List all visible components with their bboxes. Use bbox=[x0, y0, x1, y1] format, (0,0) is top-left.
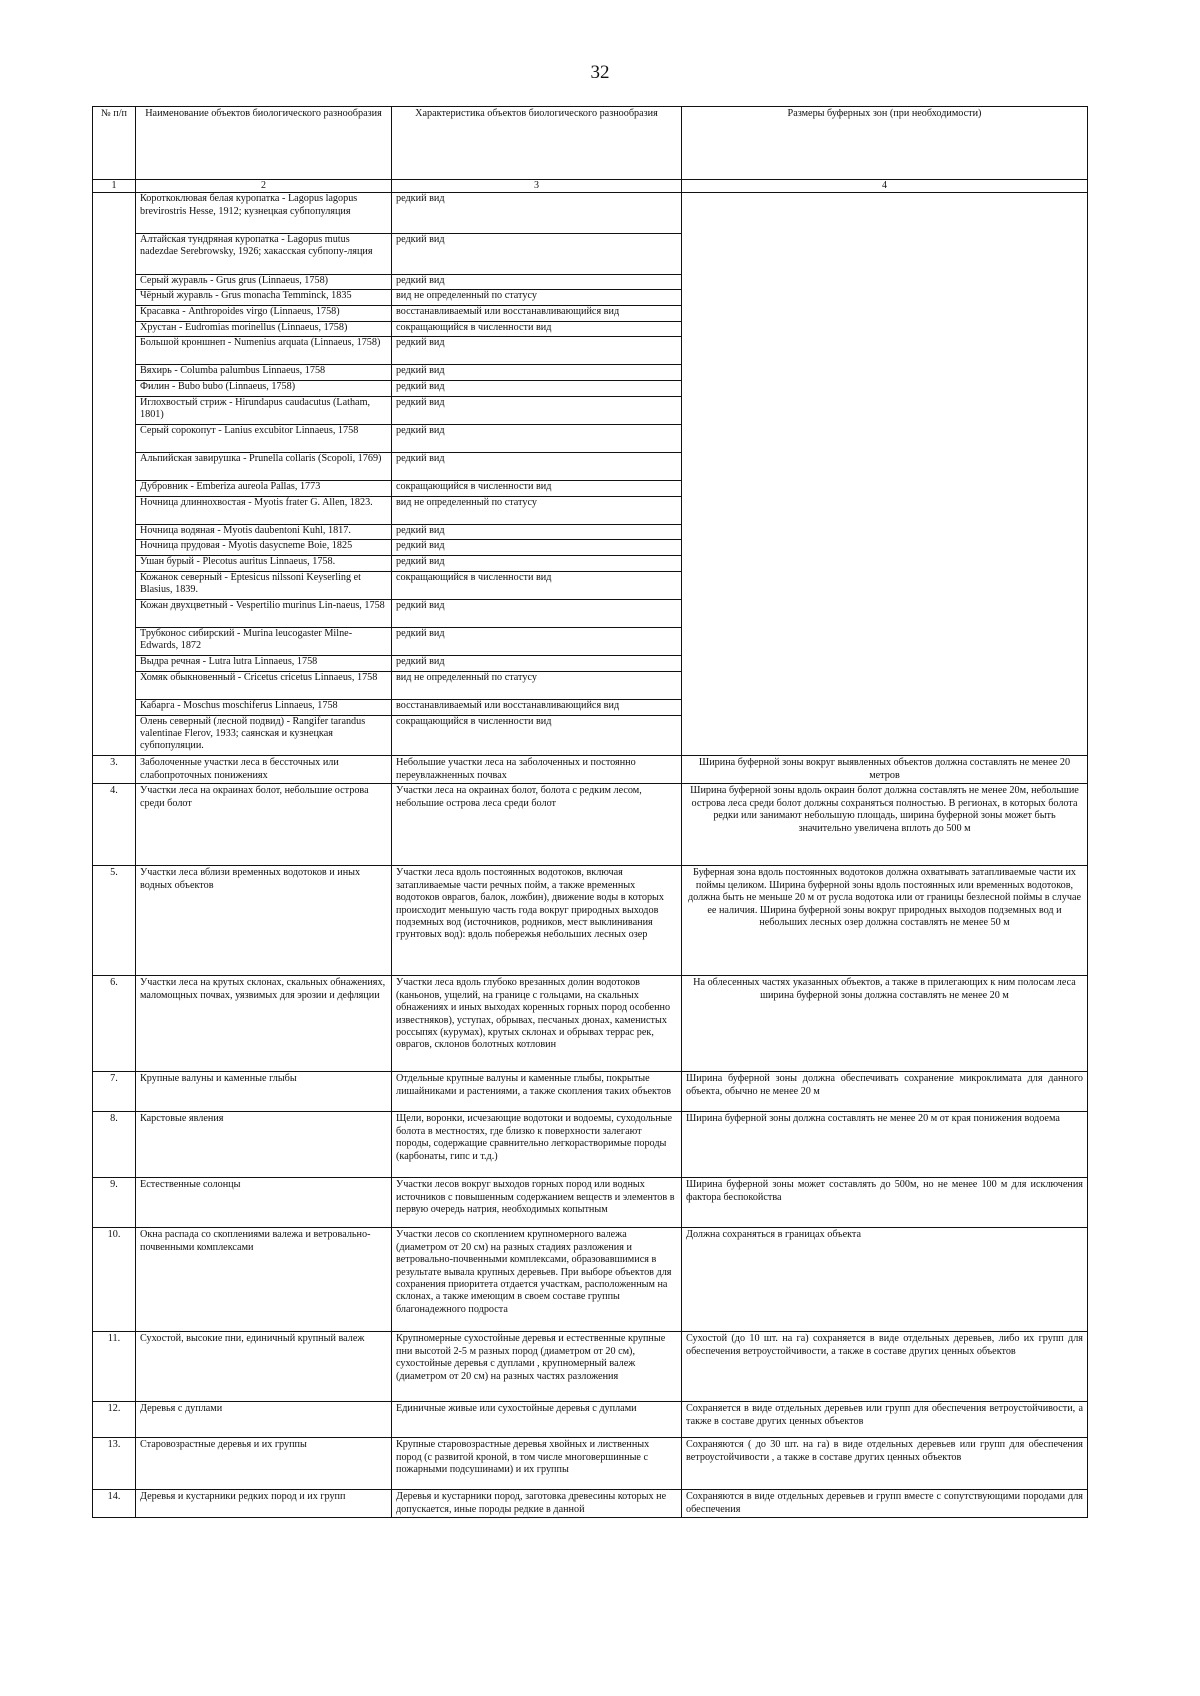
species-status: редкий вид bbox=[392, 540, 681, 556]
species-name: Дубровник - Emberiza aureola Pallas, 1773 bbox=[136, 481, 391, 497]
object-characteristic: Отдельные крупные валуны и каменные глыбы, покрытые лишайниками и растениями, а также скопления таких объектов bbox=[392, 1072, 682, 1112]
buffer-zone-size: На облесенных частях указанных объектов, а также в прилегающих к ним полосам леса ширина буферной зоны должна составлять не менее 20 м bbox=[682, 976, 1088, 1072]
species-name: Олень северный (лесной подвид) - Rangifer tarandus valentinae Flerov, 1933; саянская и кузнецкая субпопуляции. bbox=[140, 715, 366, 752]
species-status: редкий вид bbox=[392, 525, 681, 541]
species-status: редкий вид bbox=[392, 381, 681, 397]
row-number: 13. bbox=[93, 1438, 136, 1490]
biodiversity-table bbox=[92, 106, 1088, 1518]
object-characteristic: Деревья и кустарники пород, заготовка древесины которых не допускается, иные породы редкие в данной bbox=[392, 1490, 682, 1518]
species-status: редкий вид bbox=[392, 275, 681, 291]
object-characteristic: Участки лесов со скоплением крупномерного валежа (диаметром от 20 см) на разных стадиях разложения и ветровально-почвенными комплексами, образовавшимися в результате вывала крупных деревьев. При выборе объектов для сохранения приоритета отдается участкам, расположенным на склонах, а также имеющим в своем составе группы благонадежного подроста bbox=[392, 1228, 682, 1332]
object-name: Участки леса на окраинах болот, небольшие острова среди болот bbox=[136, 784, 392, 866]
header-row bbox=[93, 107, 1088, 180]
object-characteristic: Участки леса на окраинах болот, болота с редким лесом, небольшие острова леса среди болот bbox=[392, 784, 682, 866]
table-row bbox=[93, 784, 1088, 866]
species-name: Серый сорокопут - Lanius excubitor Linnaeus, 1758 bbox=[136, 425, 391, 453]
buffer-zone-size: Сухостой (до 10 шт. на га) сохраняется в виде отдельных деревьев, либо их групп для обеспечения ветроустойчивости, а также в составе других ценных объектов bbox=[682, 1332, 1088, 1402]
table-row bbox=[93, 1438, 1088, 1490]
species-status: редкий вид bbox=[392, 556, 681, 572]
species-status: редкий вид bbox=[392, 453, 681, 481]
species-name: Ночница прудовая - Myotis dasycneme Boie, 1825 bbox=[136, 540, 391, 556]
table-row bbox=[93, 1228, 1088, 1332]
species-block-number bbox=[93, 193, 136, 756]
species-status: редкий вид bbox=[392, 600, 681, 628]
table-row bbox=[93, 866, 1088, 976]
row-number: 11. bbox=[93, 1332, 136, 1402]
species-name: Хрустан - Eudromias morinellus (Linnaeus, 1758) bbox=[136, 322, 391, 338]
species-name: Чёрный журавль - Grus monacha Temminck, 1835 bbox=[136, 290, 391, 306]
species-name: Иглохвостый стриж - Hirundapus caudacutus (Latham, 1801) bbox=[136, 397, 391, 425]
table-row bbox=[93, 1178, 1088, 1228]
species-name: Ночница водяная - Myotis daubentoni Kuhl, 1817. bbox=[136, 525, 391, 541]
row-number: 8. bbox=[93, 1112, 136, 1178]
buffer-zone-size: Ширина буферной зоны должна составлять не менее 20 м от края понижения водоема bbox=[682, 1112, 1088, 1178]
buffer-zone-size: Сохраняются ( до 30 шт. на га) в виде отдельных деревьев или групп для обеспечения ветроустойчивости , а также в составе других ценных объектов bbox=[682, 1438, 1088, 1490]
species-name: Большой кроншнеп - Numenius arquata (Linnaeus, 1758) bbox=[136, 337, 391, 365]
object-name: Старовозрастные деревья и их группы bbox=[136, 1438, 392, 1490]
species-status: редкий вид bbox=[392, 193, 681, 234]
species-status: редкий вид bbox=[392, 656, 681, 672]
buffer-zone-size: Буферная зона вдоль постоянных водотоков должна охватывать затапливаемые части их поймы целиком. Ширина буферной зоны вдоль постоянных или временных водотоков, должна быть не меньше 20 м от русла водотока или от границы безлесной поймы в случае ее наличия. Ширина буферной зоны вокруг природных выходов подземных вод и небольших лесных озер должна составлять не менее 50 м bbox=[682, 866, 1088, 976]
species-status: сокращающийся в численности вид bbox=[392, 322, 681, 338]
species-name: Выдра речная - Lutra lutra Linnaeus, 1758 bbox=[136, 656, 391, 672]
column-number: 1 bbox=[93, 180, 136, 193]
object-characteristic: Крупномерные сухостойные деревья и естественные крупные пни высотой 2-5 м разных пород (диаметром от 20 см), сухостойные деревья с дуплами , крупномерный валеж (диаметром от 20 см) на разных частях разложения bbox=[392, 1332, 682, 1402]
species-status: сокращающийся в численности вид bbox=[392, 481, 681, 497]
species-status: вид не определенный по статусу bbox=[392, 672, 681, 700]
row-number: 3. bbox=[93, 756, 136, 784]
table-row bbox=[93, 1112, 1088, 1178]
object-characteristic: Участки леса вдоль глубоко врезанных долин водотоков (каньонов, ущелий, на границе с гольцами, на скальных обнажениях и иных выходах коренных горных пород особенно известняков), уступах, обрывах, песчаных дюнах, каменистых россыпях (курумах), крутых склонах и обрывах террас рек, оврагов, склонов болотных котловин bbox=[392, 976, 682, 1072]
species-name: Вяхирь - Columba palumbus Linnaeus, 1758 bbox=[136, 365, 391, 381]
object-characteristic: Щели, воронки, исчезающие водотоки и водоемы, суходольные болота в местностях, где близко к поверхности залегают породы, содержащие сравнительно легкорастворимые породы (карбонаты, гипс и т.д.) bbox=[392, 1112, 682, 1178]
header-buffer-size: Размеры буферных зон (при необходимости) bbox=[682, 107, 1088, 180]
object-name: Деревья и кустарники редких пород и их групп bbox=[136, 1490, 392, 1518]
row-number: 12. bbox=[93, 1402, 136, 1438]
species-block bbox=[93, 193, 1088, 756]
object-characteristic: Участки лесов вокруг выходов горных пород или водных источников с повышенным содержанием веществ и элементов в первую очередь натрия, необходимых копытным bbox=[392, 1178, 682, 1228]
species-status: редкий вид bbox=[392, 425, 681, 453]
object-name: Карстовые явления bbox=[136, 1112, 392, 1178]
species-name: Альпийская завирушка - Prunella collaris (Scopoli, 1769) bbox=[136, 453, 391, 481]
species-buffer-empty bbox=[682, 193, 1088, 756]
table-row bbox=[93, 1402, 1088, 1438]
row-number: 5. bbox=[93, 866, 136, 976]
species-name: Ночница длиннохвостая - Myotis frater G. Allen, 1823. bbox=[136, 497, 391, 525]
species-name: Филин - Bubo bubo (Linnaeus, 1758) bbox=[136, 381, 391, 397]
page-number: 32 bbox=[590, 62, 610, 83]
row-number: 7. bbox=[93, 1072, 136, 1112]
table-row bbox=[93, 1332, 1088, 1402]
column-number: 4 bbox=[682, 180, 1088, 193]
object-name: Участки леса на крутых склонах, скальных обнажениях, маломощных почвах, уязвимых для эрозии и дефляции bbox=[136, 976, 392, 1072]
header-characteristic: Характеристика объектов биологического разнообразия bbox=[392, 107, 682, 180]
species-name: Кожан двухцветный - Vespertilio murinus Lin-naeus, 1758 bbox=[136, 600, 391, 628]
table-row bbox=[93, 756, 1088, 784]
buffer-zone-size: Должна сохраняться в границах объекта bbox=[682, 1228, 1088, 1332]
row-number: 9. bbox=[93, 1178, 136, 1228]
object-name: Естественные солонцы bbox=[136, 1178, 392, 1228]
table-row bbox=[93, 1072, 1088, 1112]
species-status: вид не определенный по статусу bbox=[392, 290, 681, 306]
buffer-zone-size: Ширина буферной зоны вдоль окраин болот должна составлять не менее 20м, небольшие острова леса среди болот должны сохраняться полностью. В регионах, в которых болота редки или занимают небольшую площадь, ширина буферной зоны может быть значительно увеличена вплоть до 500 м bbox=[682, 784, 1088, 866]
buffer-zone-size: Ширина буферной зоны вокруг выявленных объектов должна составлять не менее 20 метров bbox=[682, 756, 1088, 784]
object-characteristic: Крупные старовозрастные деревья хвойных и лиственных пород (с развитой кроной, в том числе многовершинные с пожарными подсушинами) и их группы bbox=[392, 1438, 682, 1490]
column-number-row bbox=[93, 180, 1088, 193]
species-status: восстанавливаемый или восстанавливающийся вид bbox=[392, 700, 681, 716]
object-name: Сухостой, высокие пни, единичный крупный валеж bbox=[136, 1332, 392, 1402]
buffer-zone-size: Ширина буферной зоны должна обеспечивать сохранение микроклимата для данного объекта, обычно не менее 20 м bbox=[682, 1072, 1088, 1112]
species-name: Алтайская тундряная куропатка - Lagopus mutus nadezdae Serebrowsky, 1926; хакасская субпопу-ляция bbox=[136, 234, 391, 275]
species-status: сокращающийся в численности вид bbox=[396, 715, 552, 727]
species-status: восстанавливаемый или восстанавливающийся вид bbox=[392, 306, 681, 322]
table-row bbox=[93, 976, 1088, 1072]
species-name: Короткоклювая белая куропатка - Lagopus lagopus brevirostris Hesse, 1912; кузнецкая субпопуляция bbox=[136, 193, 391, 234]
species-status-list bbox=[392, 193, 682, 756]
buffer-zone-size: Сохраняются в виде отдельных деревьев и групп вместе с сопутствующими породами для обеспечения bbox=[682, 1490, 1088, 1518]
header-object-name: Наименование объектов биологического разнообразия bbox=[136, 107, 392, 180]
species-name: Серый журавль - Grus grus (Linnaeus, 1758) bbox=[136, 275, 391, 291]
object-characteristic: Единичные живые или сухостойные деревья с дуплами bbox=[392, 1402, 682, 1438]
column-number: 2 bbox=[136, 180, 392, 193]
column-number: 3 bbox=[392, 180, 682, 193]
species-name: Хомяк обыкновенный - Cricetus cricetus Linnaeus, 1758 bbox=[136, 672, 391, 700]
species-status: вид не определенный по статусу bbox=[392, 497, 681, 525]
object-name: Участки леса вблизи временных водотоков и иных водных объектов bbox=[136, 866, 392, 976]
buffer-zone-size: Сохраняется в виде отдельных деревьев или групп для обеспечения ветроустойчивости, а также в составе других ценных объектов bbox=[682, 1402, 1088, 1438]
species-status: редкий вид bbox=[392, 234, 681, 275]
species-status: сокращающийся в численности вид bbox=[392, 572, 681, 600]
species-name: Ушан бурый - Plecotus auritus Linnaeus, 1758. bbox=[136, 556, 391, 572]
table-row bbox=[93, 1490, 1088, 1518]
object-name: Деревья с дуплами bbox=[136, 1402, 392, 1438]
species-status: редкий вид bbox=[392, 397, 681, 425]
species-name-list bbox=[136, 193, 392, 756]
row-number: 10. bbox=[93, 1228, 136, 1332]
species-name: Кожанок северный - Eptesicus nilssoni Keyserling et Blasius, 1839. bbox=[136, 572, 391, 600]
object-name: Крупные валуны и каменные глыбы bbox=[136, 1072, 392, 1112]
buffer-zone-size: Ширина буферной зоны может составлять до 500м, но не менее 100 м для исключения фактора беспокойства bbox=[682, 1178, 1088, 1228]
species-name: Кабарга - Moschus moschiferus Linnaeus, 1758 bbox=[136, 700, 391, 716]
object-name: Окна распада со скоплениями валежа и ветровально-почвенными комплексами bbox=[136, 1228, 392, 1332]
object-characteristic: Небольшие участки леса на заболоченных и постоянно переувлажненных почвах bbox=[392, 756, 682, 784]
header-number: № п/п bbox=[93, 107, 136, 180]
species-status: редкий вид bbox=[392, 365, 681, 381]
species-name: Красавка - Anthropoides virgo (Linnaeus, 1758) bbox=[136, 306, 391, 322]
species-status: редкий вид bbox=[392, 337, 681, 365]
species-status: редкий вид bbox=[392, 628, 681, 656]
row-number: 4. bbox=[93, 784, 136, 866]
species-name: Трубконос сибирский - Murina leucogaster Milne-Edwards, 1872 bbox=[136, 628, 391, 656]
object-characteristic: Участки леса вдоль постоянных водотоков, включая затапливаемые части речных пойм, а также временных водотоков оврагов, балок, ложбин), движение воды в которых происходит меньшую часть года вокруг природных выходов подземных вод (источников, родников, мест выклинивания грунтовых вод): вдоль побережья небольших лесных озер bbox=[392, 866, 682, 976]
row-number: 14. bbox=[93, 1490, 136, 1518]
row-number: 6. bbox=[93, 976, 136, 1072]
object-name: Заболоченные участки леса в бессточных или слабопроточных понижениях bbox=[136, 756, 392, 784]
